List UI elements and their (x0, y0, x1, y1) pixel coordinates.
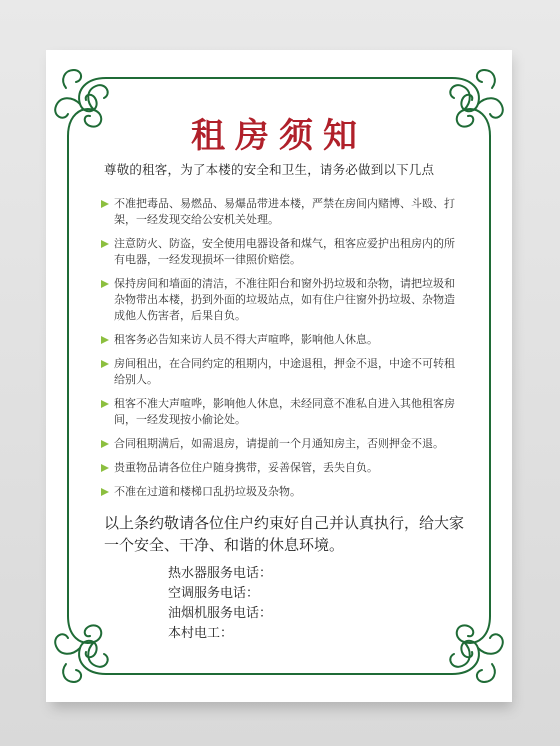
triangle-bullet-icon (100, 399, 110, 409)
notice-intro: 尊敬的租客，为了本楼的安全和卫生，请务必做到以下几点 (104, 162, 435, 177)
rule-item (100, 436, 460, 452)
contact-air-conditioner: 空调服务电话： (168, 586, 260, 601)
rule-text: 租客务必告知来访人员不得大声喧哗，影响他人休息。 (114, 333, 378, 346)
rule-text: 注意防火、防盗，安全使用电器设备和煤气，租客应爱护出租房内的所有电器，一经发现损坏一律照价赔偿。 (114, 237, 455, 266)
rule-text: 贵重物品请各位住户随身携带，妥善保管，丢失自负。 (114, 461, 378, 474)
rule-text: 保持房间和墙面的清洁，不准往阳台和窗外扔垃圾和杂物，请把垃圾和杂物带出本楼，扔到外面的垃圾站点，如有住户往窗外扔垃圾、杂物造成他人伤害者，后果自负。 (114, 277, 455, 322)
contacts-block (168, 564, 408, 644)
triangle-bullet-icon (100, 199, 110, 209)
closing-statement: 以上条约敬请各位住户约束好自己并认真执行，给大家一个安全、干净、和谐的休息环境。 (104, 514, 465, 554)
rule-item (100, 460, 460, 476)
rule-item (100, 196, 460, 228)
contact-electrician: 本村电工： (168, 626, 234, 641)
triangle-bullet-icon (100, 359, 110, 369)
rules-list (100, 196, 460, 508)
rule-item (100, 484, 460, 500)
triangle-bullet-icon (100, 279, 110, 289)
rule-text: 房间租出，在合同约定的租期内，中途退租，押金不退，中途不可转租给别人。 (114, 357, 455, 386)
rule-text: 不准在过道和楼梯口乱扔垃圾及杂物。 (114, 485, 301, 498)
notice-poster (46, 50, 512, 702)
contact-water-heater: 热水器服务电话： (168, 566, 273, 581)
rule-item (100, 276, 460, 324)
triangle-bullet-icon (100, 239, 110, 249)
notice-title: 租房须知 (191, 116, 367, 156)
rule-item (100, 236, 460, 268)
triangle-bullet-icon (100, 487, 110, 497)
triangle-bullet-icon (100, 335, 110, 345)
rule-item (100, 356, 460, 388)
contact-range-hood: 油烟机服务电话： (168, 606, 273, 621)
rule-item (100, 332, 460, 348)
rule-text: 合同租期满后，如需退房，请提前一个月通知房主，否则押金不退。 (114, 437, 444, 450)
triangle-bullet-icon (100, 463, 110, 473)
rule-item (100, 396, 460, 428)
rule-text: 不准把毒品、易燃品、易爆品带进本楼，严禁在房间内赌博、斗殴、打架，一经发现交给公安机关处理。 (114, 197, 455, 226)
triangle-bullet-icon (100, 439, 110, 449)
rule-text: 租客不准大声喧哗，影响他人休息，未经同意不准私自进入其他租客房间，一经发现按小偷论处。 (114, 397, 455, 426)
